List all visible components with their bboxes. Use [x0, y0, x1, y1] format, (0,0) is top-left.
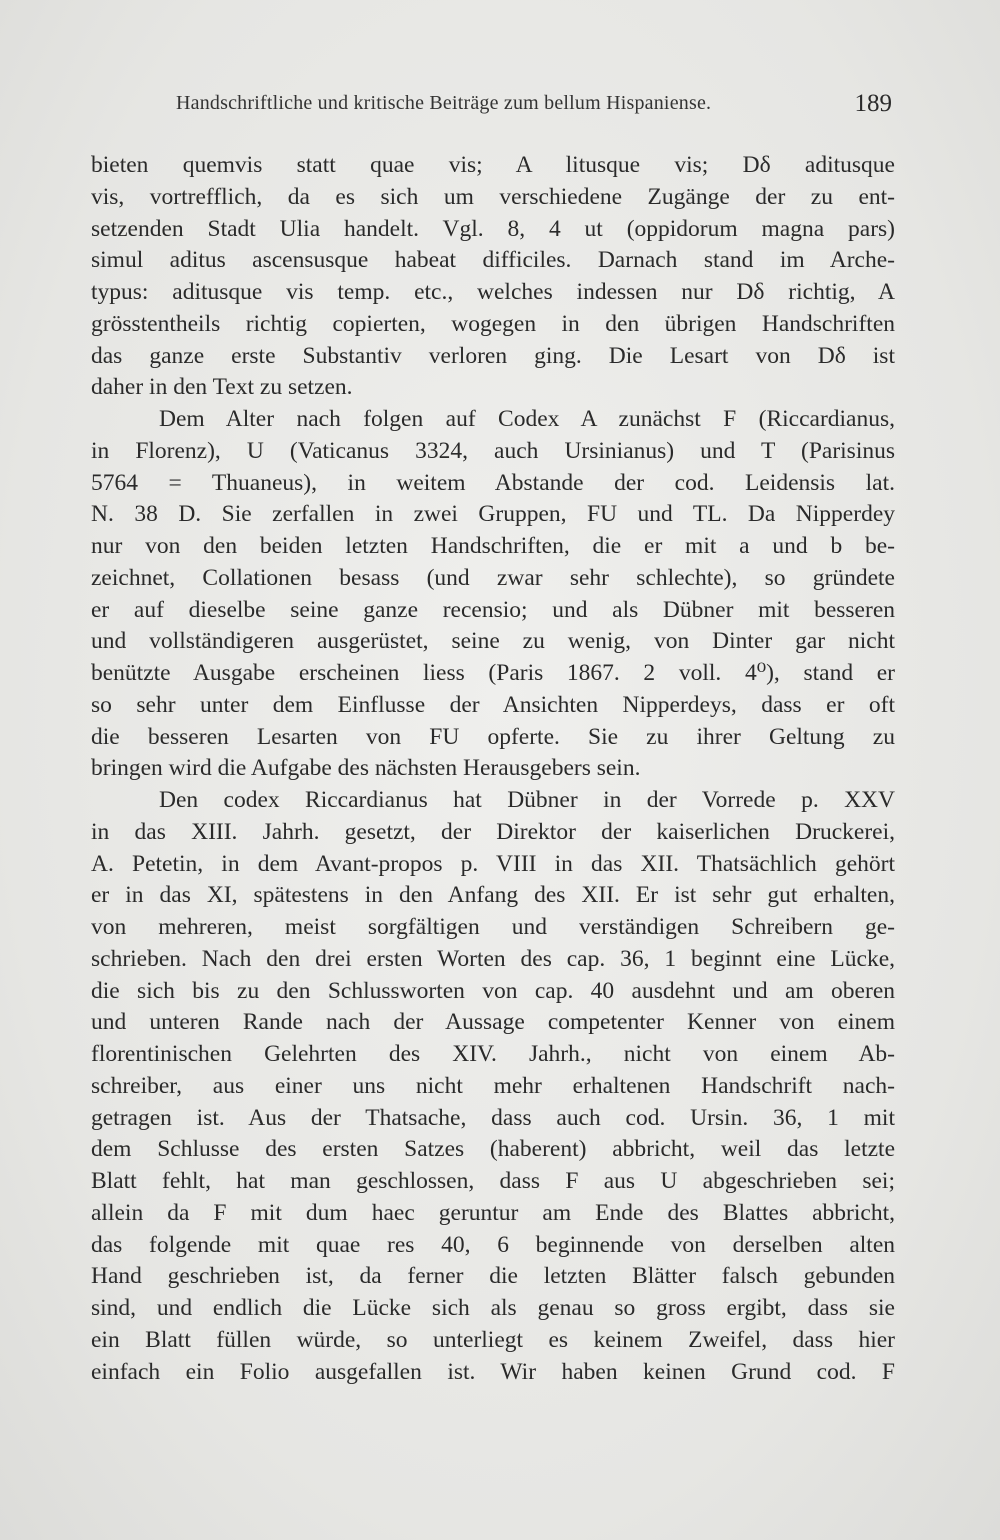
- page-number: 189: [854, 90, 892, 117]
- text-line: allein da F mit dum haec geruntur am Ende des Blattes abbricht,: [91, 1199, 895, 1226]
- text-line: daher in den Text zu setzen.: [91, 374, 353, 401]
- text-line: nur von den beiden letzten Handschriften, die er mit a und b be-: [91, 533, 895, 559]
- text-line: simul aditus ascensusque habeat difficiles. Darnach stand im Arche-: [91, 247, 895, 274]
- text-line: zeichnet, Collationen besass (und zwar sehr schlechte), so gründete: [91, 564, 895, 591]
- text-line: er auf dieselbe seine ganze recensio; und als Dübner mit besseren: [91, 596, 895, 623]
- text-line: grösstentheils richtig copierten, wogegen in den übrigen Handschriften: [91, 310, 895, 337]
- text-line: A. Petetin, in dem Avant-propos p. VIII in das XII. Thatsächlich gehört: [91, 850, 895, 877]
- text-line: sind, und endlich die Lücke sich als genau so gross ergibt, dass sie: [91, 1295, 895, 1321]
- page-header: [176, 92, 898, 124]
- paragraph-start-line: Den codex Riccardianus hat Dübner in der Vorrede p. XXV: [159, 787, 895, 813]
- text-line: typus: aditusque vis temp. etc., welches indessen nur Dδ richtig, A: [91, 279, 895, 305]
- text-line: er in das XI, spätestens in den Anfang des XII. Er ist sehr gut erhalten,: [91, 882, 895, 909]
- text-line: 5764 = Thuaneus), in weitem Abstande der cod. Leidensis lat.: [91, 469, 895, 496]
- text-line: bieten quemvis statt quae vis; A litusque vis; Dδ aditusque: [91, 152, 895, 178]
- text-line: dem Schlusse des ersten Satzes (haberent) abbricht, weil das letzte: [91, 1136, 895, 1163]
- text-line: N. 38 D. Sie zerfallen in zwei Gruppen, FU und TL. Da Nipperdey: [91, 501, 895, 528]
- text-line: das folgende mit quae res 40, 6 beginnende von derselben alten: [91, 1231, 895, 1258]
- text-line: in Florenz), U (Vaticanus 3324, auch Ursinianus) und T (Parisinus: [91, 437, 895, 464]
- text-line: Blatt fehlt, hat man geschlossen, dass F aus U abgeschrieben sei;: [91, 1168, 895, 1194]
- text-line: Hand geschrieben ist, da ferner die letzten Blätter falsch gebunden: [91, 1263, 895, 1290]
- text-line: setzenden Stadt Ulia handelt. Vgl. 8, 4 ut (oppidorum magna pars): [91, 215, 895, 242]
- text-line: einfach ein Folio ausgefallen ist. Wir haben keinen Grund cod. F: [91, 1358, 895, 1385]
- text-line: von mehreren, meist sorgfältigen und verständigen Schreibern ge-: [91, 914, 895, 940]
- text-line: bringen wird die Aufgabe des nächsten Herausgebers sein.: [91, 755, 641, 782]
- text-line: florentinischen Gelehrten des XIV. Jahrh., nicht von einem Ab-: [91, 1041, 895, 1067]
- text-line: vis, vortrefflich, da es sich um verschiedene Zugänge der zu ent-: [91, 183, 895, 210]
- body-text: [91, 150, 895, 1388]
- paragraph-start-line: Dem Alter nach folgen auf Codex A zunächst F (Riccardianus,: [159, 406, 895, 432]
- text-line: schrieben. Nach den drei ersten Worten des cap. 36, 1 beginnt eine Lücke,: [91, 945, 895, 972]
- text-line: ein Blatt füllen würde, so unterliegt es keinem Zweifel, dass hier: [91, 1326, 895, 1353]
- text-line: die sich bis zu den Schlussworten von cap. 40 ausdehnt und am oberen: [91, 977, 895, 1004]
- text-line: getragen ist. Aus der Thatsache, dass auch cod. Ursin. 36, 1 mit: [91, 1104, 895, 1131]
- text-line: in das XIII. Jahrh. gesetzt, der Direktor der kaiserlichen Druckerei,: [91, 818, 895, 845]
- text-line: schreiber, aus einer uns nicht mehr erhaltenen Handschrift nach-: [91, 1072, 895, 1099]
- running-title: Handschriftliche und kritische Beiträge zum bellum Hispaniense.: [176, 92, 712, 114]
- text-line: benützte Ausgabe erscheinen liess (Paris 1867. 2 voll. 4⁰), stand er: [91, 660, 895, 686]
- text-line: und unteren Rande nach der Aussage competenter Kenner von einem: [91, 1009, 895, 1036]
- text-line: das ganze erste Substantiv verloren ging. Die Lesart von Dδ ist: [91, 342, 895, 369]
- text-line: so sehr unter dem Einflusse der Ansichten Nipperdeys, dass er oft: [91, 691, 895, 718]
- text-line: die besseren Lesarten von FU opferte. Sie zu ihrer Geltung zu: [91, 723, 895, 750]
- text-line: und vollständigeren ausgerüstet, seine zu wenig, von Dinter gar nicht: [91, 628, 895, 655]
